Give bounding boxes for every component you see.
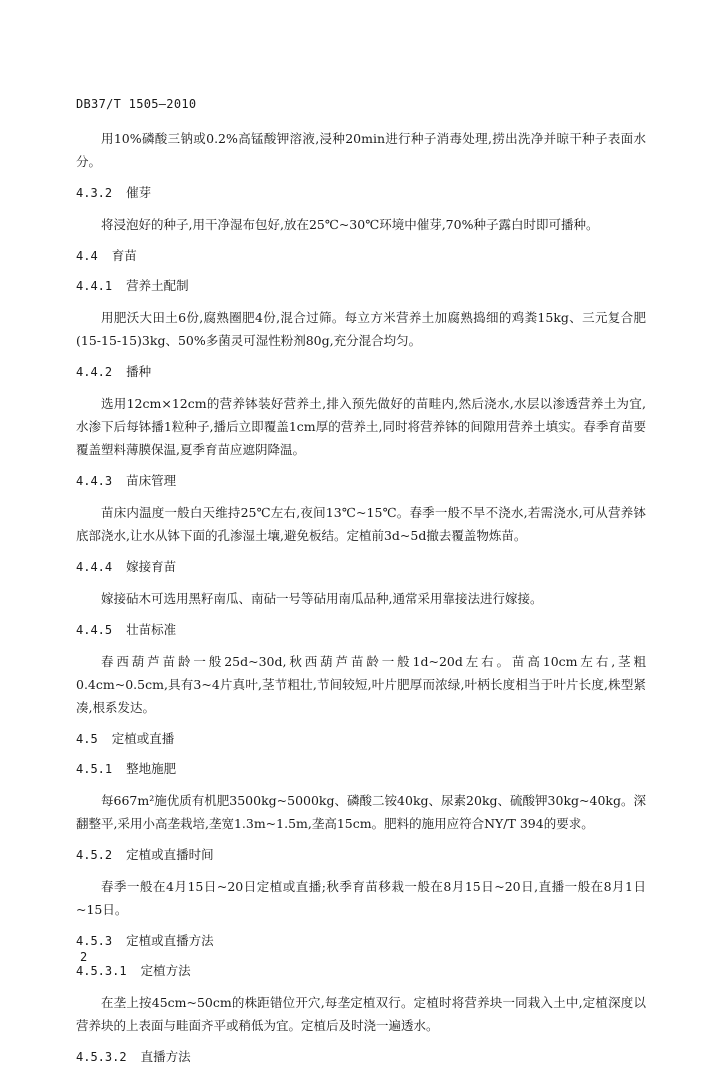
section-number: 4.5.3.1	[76, 964, 127, 978]
paragraph: 选用12cm×12cm的营养钵装好营养土,排入预先做好的苗畦内,然后浇水,水层以渗透营养土为宜,水渗下后每钵播1粒种子,播后立即覆盖1cm厚的营养土,同时将营养钵的间隙用营养土填实。春季育苗要覆盖塑料薄膜保温,夏季育苗应遮阴降温。	[76, 396, 646, 457]
section-heading-4-3-2	[76, 183, 646, 203]
section-title: 育苗	[111, 248, 137, 263]
section-heading-4-5-3	[76, 931, 646, 951]
section-number: 4.5.1	[76, 762, 113, 776]
section-heading-4-4-4	[76, 557, 646, 577]
section-title: 定植或直播	[111, 731, 175, 746]
section-number: 4.4.3	[76, 474, 113, 488]
section-title: 营养土配制	[126, 278, 189, 293]
section-heading-4-5-3-2	[76, 1047, 646, 1067]
section-heading-4-5-1	[76, 759, 646, 779]
section-title: 壮苗标准	[126, 622, 177, 637]
paragraph: 在垄上按45cm~50cm的株距错位开穴,每垄定植双行。定植时将营养块一同栽入土中,定植深度以营养块的上表面与畦面齐平或稍低为宜。定植后及时浇一遍透水。	[76, 995, 646, 1033]
section-title: 定植或直播时间	[126, 847, 214, 862]
section-heading-4-4	[76, 246, 646, 266]
section-title: 直播方法	[140, 1049, 191, 1064]
section-heading-4-5-2	[76, 845, 646, 865]
section-number: 4.5	[76, 732, 98, 746]
section-title: 苗床管理	[126, 473, 177, 488]
paragraph: 每667m²施优质有机肥3500kg~5000kg、磷酸二铵40kg、尿素20kg、硫酸钾30kg~40kg。深翻整平,采用小高垄栽培,垄宽1.3m~1.5m,垄高15cm。肥料的施用应符合NY/T 394的要求。	[76, 793, 646, 831]
section-heading-4-5-3-1	[76, 961, 646, 981]
section-number: 4.4.5	[76, 623, 113, 637]
paragraph: 用肥沃大田土6份,腐熟圈肥4份,混合过筛。每立方米营养土加腐熟捣细的鸡粪15kg、三元复合肥(15-15-15)3kg、50%多菌灵可湿性粉剂80g,充分混合均匀。	[76, 310, 646, 348]
page-number: 2	[80, 950, 88, 964]
section-title: 定植方法	[140, 963, 191, 978]
section-number: 4.4.4	[76, 560, 113, 574]
section-number: 4.4.1	[76, 279, 113, 293]
paragraph: 春季一般在4月15日~20日定植或直播;秋季育苗移栽一般在8月15日~20日,直播一般在8月1日~15日。	[76, 879, 646, 917]
section-title: 催芽	[126, 185, 152, 200]
section-heading-4-4-3	[76, 471, 646, 491]
section-heading-4-4-5	[76, 620, 646, 640]
section-number: 4.5.2	[76, 848, 113, 862]
paragraph: 用10%磷酸三钠或0.2%高锰酸钾溶液,浸种20min进行种子消毒处理,捞出洗净并晾干种子表面水分。	[76, 131, 646, 169]
section-number: 4.3.2	[76, 186, 113, 200]
section-heading-4-4-1	[76, 276, 646, 296]
paragraph: 嫁接砧木可选用黑籽南瓜、南砧一号等砧用南瓜品种,通常采用靠接法进行嫁接。	[101, 591, 543, 606]
section-heading-4-5	[76, 729, 646, 749]
section-number: 4.5.3.2	[76, 1050, 127, 1064]
paragraph: 将浸泡好的种子,用干净湿布包好,放在25℃~30℃环境中催芽,70%种子露白时即可播种。	[101, 217, 599, 232]
section-title: 定植或直播方法	[126, 933, 214, 948]
section-number: 4.4.2	[76, 365, 113, 379]
section-number: 4.4	[76, 249, 98, 263]
paragraph: 春西葫芦苗龄一般25d~30d,秋西葫芦苗龄一般1d~20d左右。苗高10cm左右,茎粗0.4cm~0.5cm,具有3~4片真叶,茎节粗壮,节间较短,叶片肥厚而浓绿,叶柄长度相当于叶片长度,株型紧凑,根系发达。	[76, 654, 646, 715]
document-header: DB37/T 1505—2010	[76, 97, 197, 111]
document-body	[76, 127, 646, 1067]
section-title: 整地施肥	[126, 761, 177, 776]
section-number: 4.5.3	[76, 934, 113, 948]
section-title: 嫁接育苗	[126, 559, 177, 574]
section-heading-4-4-2	[76, 362, 646, 382]
section-title: 播种	[126, 364, 152, 379]
paragraph: 苗床内温度一般白天维持25℃左右,夜间13℃~15℃。春季一般不旱不浇水,若需浇水,可从营养钵底部浇水,让水从钵下面的孔渗湿土壤,避免板结。定植前3d~5d撤去覆盖物炼苗。	[76, 505, 646, 543]
